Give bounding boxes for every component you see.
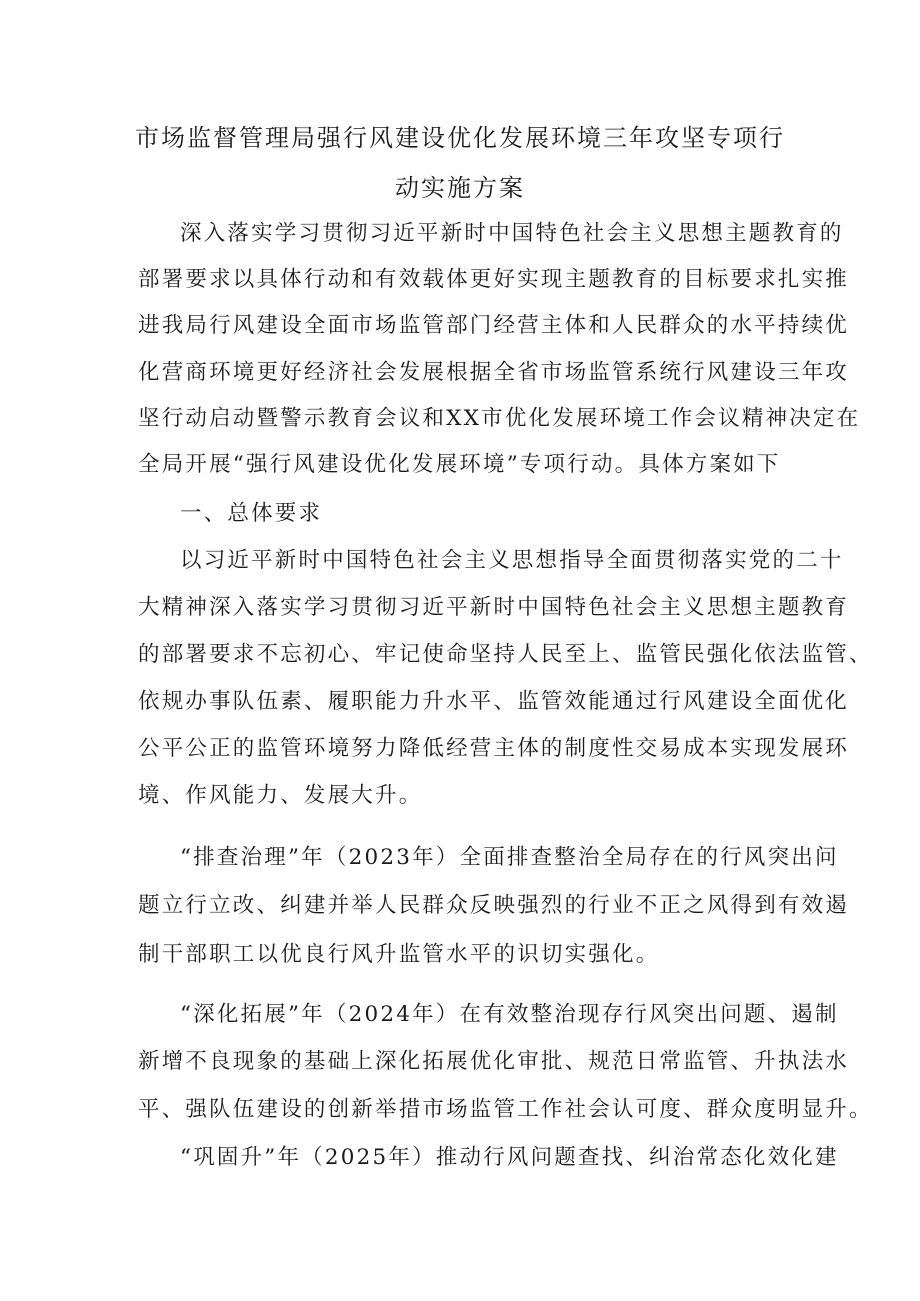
para-2023-line: “排查治理”年（2023年）全面排查整治全局存在的行风突出问: [180, 845, 839, 870]
section1-line: 公平公正的监管环境努力降低经营主体的制度性交易成本实现发展环: [138, 736, 850, 761]
section1-line: 境、作风能力、发展大升。: [138, 783, 423, 808]
section1-line: 以习近平新时中国特色社会主义思想指导全面贯彻落实党的二十: [180, 548, 844, 573]
document-title-line-2: 动实施方案: [395, 174, 525, 202]
intro-line: 坚行动启动暨警示教育会议和XX市优化发展环境工作会议精神决定在: [138, 406, 861, 431]
intro-line: 进我局行风建设全面市场监管部门经营主体和人民群众的水平持续优: [138, 313, 850, 338]
section1-line: 依规办事队伍素、履职能力升水平、监管效能通过行风建设全面优化: [138, 689, 850, 714]
para-2024-line: 新增不良现象的基础上深化拓展优化审批、规范日常监管、升执法水: [138, 1049, 850, 1074]
para-2023-line: 制干部职工以优良行风升监管水平的识切实强化。: [138, 942, 660, 967]
section-heading: 一、总体要求: [180, 501, 323, 526]
para-2024-line: 平、强队伍建设的创新举措市场监管工作社会认可度、群众度明显升。: [138, 1097, 873, 1122]
section1-line: 大精神深入落实学习贯彻习近平新时中国特色社会主义思想主题教育: [138, 595, 850, 620]
section1-line: 的部署要求不忘初心、牢记使命坚持人民至上、监管民强化依法监管、: [138, 642, 873, 667]
para-2023-line: 题立行立改、纠建并举人民群众反映强烈的行业不正之风得到有效遏: [138, 893, 850, 918]
document-title-line-1: 市场监督管理局强行风建设优化发展环境三年攻坚专项行: [135, 124, 785, 152]
para-2024-line: “深化拓展”年（2024年）在有效整治现存行风突出问题、遏制: [180, 1002, 839, 1027]
intro-line: 全局开展“强行风建设优化发展环境”专项行动。具体方案如下: [138, 452, 781, 477]
intro-line: 化营商环境更好经济社会发展根据全省市场监管系统行风建设三年攻: [138, 360, 850, 385]
intro-line: 部署要求以具体行动和有效载体更好实现主题教育的目标要求扎实推: [138, 267, 850, 292]
para-2025-line: “巩固升”年（2025年）推动行风问题查找、纠治常态化效化建: [180, 1145, 839, 1170]
intro-line: 深入落实学习贯彻习近平新时中国特色社会主义思想主题教育的: [180, 221, 844, 246]
